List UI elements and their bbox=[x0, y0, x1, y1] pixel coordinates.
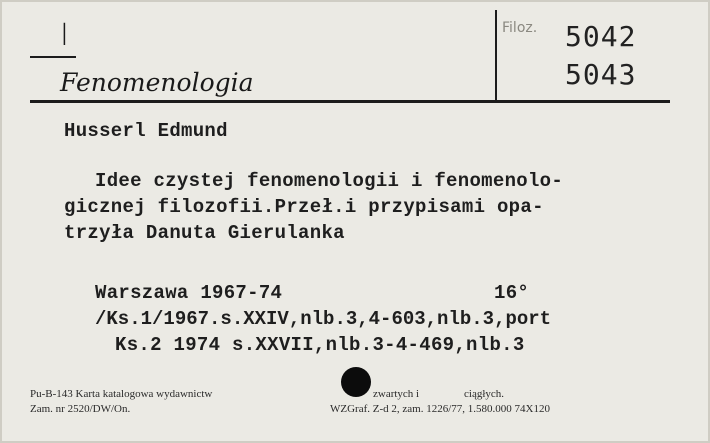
footer-line-1-middle: zwartych i bbox=[373, 388, 420, 400]
title-line: trzyła Danuta Gierulanka bbox=[64, 222, 345, 244]
header-divider bbox=[495, 10, 497, 102]
imprint-place-year: Warszawa 1967-74 bbox=[95, 282, 283, 304]
footer-line-1a: Pu-B-143 Karta katalogowa wydawnictw bbox=[30, 388, 213, 400]
title-line: Idee czystej fenomenologii i fenomenolo- bbox=[95, 170, 564, 192]
header-mark-underline bbox=[30, 56, 76, 58]
section-note: Filoz. bbox=[502, 20, 538, 36]
punch-hole bbox=[341, 367, 371, 397]
footer-line-1b: ciągłych. bbox=[464, 388, 505, 400]
imprint-format: 16° bbox=[494, 282, 530, 304]
author: Husserl Edmund bbox=[64, 120, 228, 142]
footer-line-2-left: Zam. nr 2520/DW/On. bbox=[30, 403, 131, 415]
footer-line-2-right: WZGraf. Z-d 2, zam. 1226/77, 1.580.000 74X120 bbox=[330, 403, 550, 415]
header-rule bbox=[30, 100, 670, 103]
shelf-line: /Ks.1/1967.s.XXIV,nlb.3,4-603,nlb.3,port bbox=[95, 308, 552, 330]
shelf-line: Ks.2 1974 s.XXVII,nlb.3-4-469,nlb.3 bbox=[115, 334, 525, 356]
subject-heading: Fenomenologia bbox=[60, 68, 254, 97]
call-number-2: 5043 bbox=[565, 58, 637, 91]
header-mark: I bbox=[60, 18, 69, 53]
call-number-1: 5042 bbox=[565, 20, 637, 53]
title-line: gicznej filozofii.Przeł.i przypisami opa- bbox=[64, 196, 544, 218]
